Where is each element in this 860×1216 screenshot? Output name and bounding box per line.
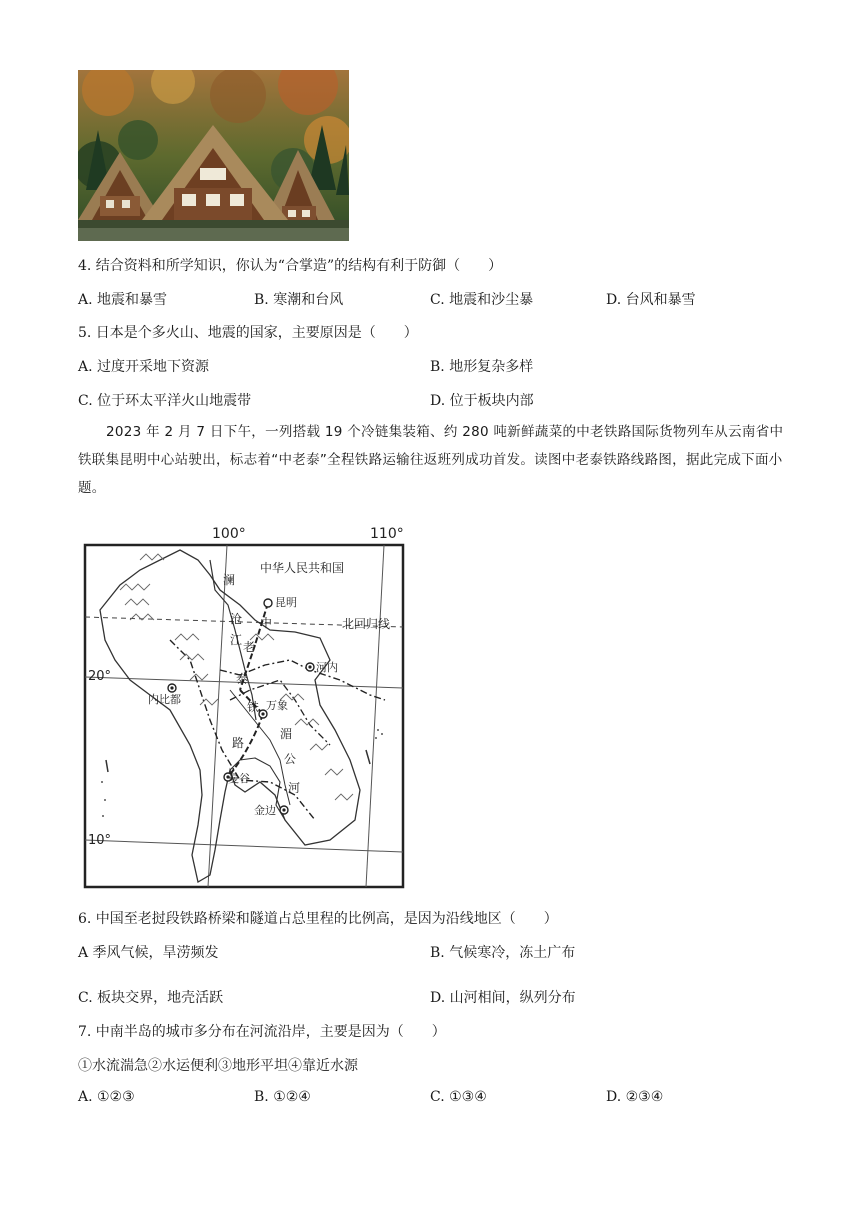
map-railway-5: 路 bbox=[232, 736, 245, 750]
city-naypyidaw: 内比都 bbox=[148, 693, 181, 706]
map-railway-4: 铁 bbox=[247, 700, 260, 714]
q7-stem: 7. 中南半岛的城市多分布在河流沿岸，主要是因为（ ） bbox=[78, 1024, 446, 1040]
map-mekong-3: 河 bbox=[288, 781, 301, 795]
q4-option-a[interactable]: A. 地震和暴雪 bbox=[78, 292, 168, 308]
q5-option-c[interactable]: C. 位于环太平洋火山地震带 bbox=[78, 393, 252, 409]
map-lancang-1: 澜 bbox=[223, 573, 236, 587]
q5-option-d[interactable]: D. 位于板块内部 bbox=[430, 393, 534, 409]
map-mekong-1: 湄 bbox=[280, 727, 293, 741]
city-vientiane: 万象 bbox=[266, 699, 288, 712]
q7-option-a[interactable]: A. ①②③ bbox=[78, 1089, 135, 1105]
map-lon-100: 100° bbox=[212, 526, 246, 542]
q4-stem: 4. 结合资料和所学知识，你认为“合掌造”的结构有利于防御（ ） bbox=[78, 258, 503, 274]
q6-option-a[interactable]: A 季风气候，旱涝频发 bbox=[78, 945, 219, 961]
city-hanoi: 河内 bbox=[316, 661, 338, 674]
q4-option-b[interactable]: B. 寒潮和台风 bbox=[254, 292, 344, 308]
q6-option-d[interactable]: D. 山河相间，纵列分布 bbox=[430, 990, 576, 1006]
map-country-label: 中华人民共和国 bbox=[260, 561, 345, 575]
q6-stem: 6. 中国至老挝段铁路桥梁和隧道占总里程的比例高，是因为沿线地区（ ） bbox=[78, 911, 558, 927]
map-railway-1: 中 bbox=[260, 616, 273, 630]
q5-option-b[interactable]: B. 地形复杂多样 bbox=[430, 359, 534, 375]
q4-option-d[interactable]: D. 台风和暴雪 bbox=[606, 292, 696, 308]
map-railway-2: 老 bbox=[243, 640, 256, 654]
q5-option-a[interactable]: A. 过度开采地下资源 bbox=[78, 359, 210, 375]
q7-option-c[interactable]: C. ①③④ bbox=[430, 1089, 487, 1105]
city-phnom-penh: 金边 bbox=[254, 804, 276, 817]
q7-option-d[interactable]: D. ②③④ bbox=[606, 1089, 664, 1105]
map-railway-3: 泰 bbox=[236, 672, 249, 686]
passage-text: 2023 年 2 月 7 日下午，一列搭载 19 个冷链集装箱、约 280 吨新鲜蔬菜的中老铁路国际货物列车从云南省中铁联集昆明中心站驶出，标志着“中老泰”全程铁路运输往返班列成功首发。读图中老泰铁路线路图，据此完成下面小题。 bbox=[78, 424, 784, 496]
city-kunming: 昆明 bbox=[275, 596, 297, 609]
map-tropic-label: 北回归线 bbox=[342, 617, 391, 631]
gassho-house-photo bbox=[78, 70, 349, 241]
q6-option-b[interactable]: B. 气候寒冷，冻土广布 bbox=[430, 945, 576, 961]
map-lat-20: 20° bbox=[88, 669, 112, 684]
q4-option-c[interactable]: C. 地震和沙尘暴 bbox=[430, 292, 534, 308]
q7-option-b[interactable]: B. ①②④ bbox=[254, 1089, 311, 1105]
city-bangkok: 曼谷 bbox=[228, 772, 250, 785]
map-mekong-2: 公 bbox=[284, 752, 297, 766]
q5-stem: 5. 日本是个多火山、地震的国家，主要原因是（ ） bbox=[78, 325, 418, 341]
q6-option-c[interactable]: C. 板块交界，地壳活跃 bbox=[78, 990, 224, 1006]
railway-map bbox=[80, 520, 410, 892]
map-lancang-3: 江 bbox=[230, 633, 243, 647]
map-lon-110: 110° bbox=[370, 526, 404, 542]
q7-choices: ①水流湍急②水运便利③地形平坦④靠近水源 bbox=[78, 1058, 358, 1074]
map-lat-10: 10° bbox=[88, 833, 112, 848]
map-lancang-2: 沧 bbox=[230, 612, 243, 626]
